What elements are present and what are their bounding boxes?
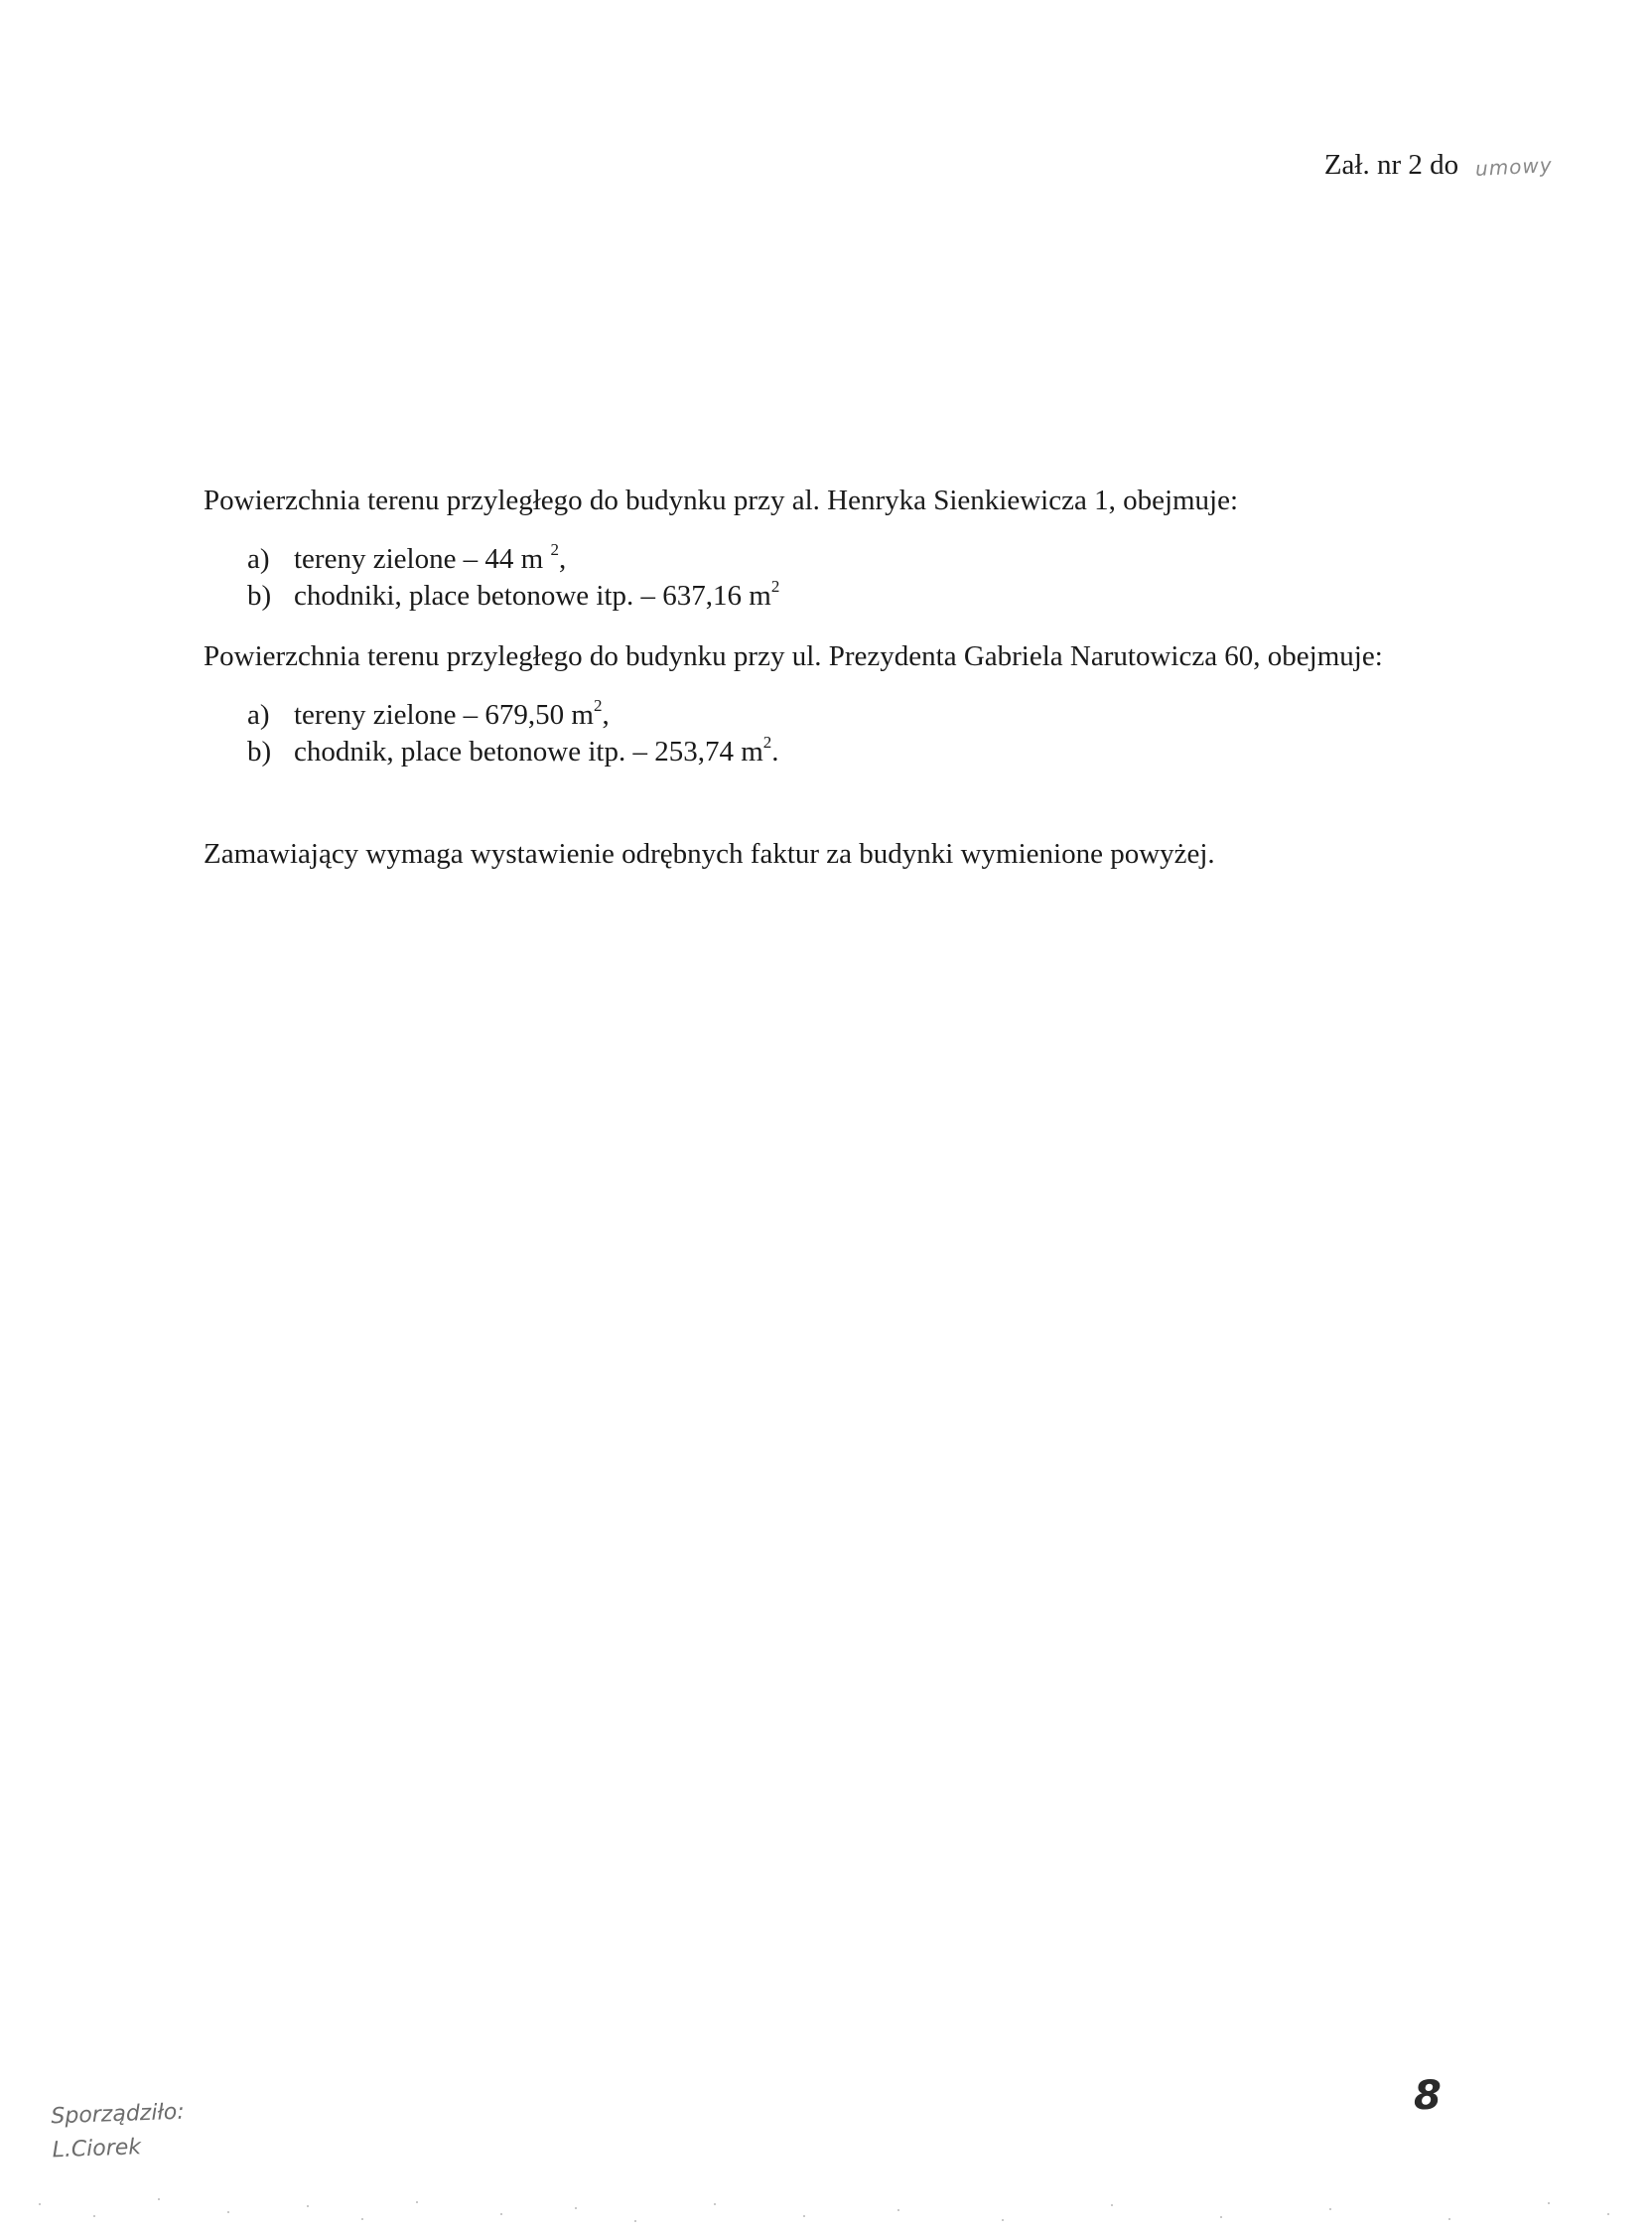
section2-intro: Powierzchnia terenu przyległego do budynku przy ul. Prezydenta Gabriela Narutowicza 60, obejmuje: — [204, 640, 1383, 672]
list-marker: a) — [247, 543, 270, 575]
signature-line-1: Sporządziło: — [50, 2099, 186, 2130]
attachment-header — [1324, 147, 1553, 185]
superscript: 2 — [550, 540, 559, 560]
list-item — [247, 578, 1494, 615]
list-item-text: chodniki, place betonowe itp. – 637,16 $m^2$ — [294, 577, 780, 612]
document-body — [204, 483, 1494, 873]
list-item — [247, 541, 1494, 578]
handwritten-signature — [51, 2096, 187, 2168]
list-item — [247, 697, 1494, 734]
superscript: 2 — [594, 696, 603, 716]
superscript: 2 — [762, 733, 772, 753]
list-item-text: tereny zielone – 44 m $^2$, — [294, 540, 567, 575]
closing-statement: Zamawiający wymaga wystawienie odrębnych faktur za budynki wymienione powyżej. — [204, 838, 1215, 870]
list-marker: b) — [247, 580, 272, 612]
list-marker: b) — [247, 736, 272, 768]
list-item — [247, 734, 1494, 770]
page-number: 8 — [1414, 2073, 1442, 2119]
section2-list — [204, 697, 1494, 770]
attachment-label: Zał. nr 2 do — [1323, 149, 1459, 181]
section1-list — [204, 541, 1494, 615]
scan-noise — [0, 2164, 1652, 2234]
list-marker: a) — [247, 699, 270, 731]
section1-intro: Powierzchnia terenu przyległego do budynku przy al. Henryka Sienkiewicza 1, obejmuje: — [204, 485, 1239, 516]
list-item-text: tereny zielone – 679,50 $m^2$, — [294, 696, 610, 731]
handwritten-annotation: umowy — [1474, 152, 1554, 182]
signature-line-2: L.Ciorek — [52, 2135, 142, 2164]
list-item-text: chodnik, place betonowe itp. – 253,74 $m^2$. — [294, 733, 779, 768]
superscript: 2 — [770, 577, 780, 597]
